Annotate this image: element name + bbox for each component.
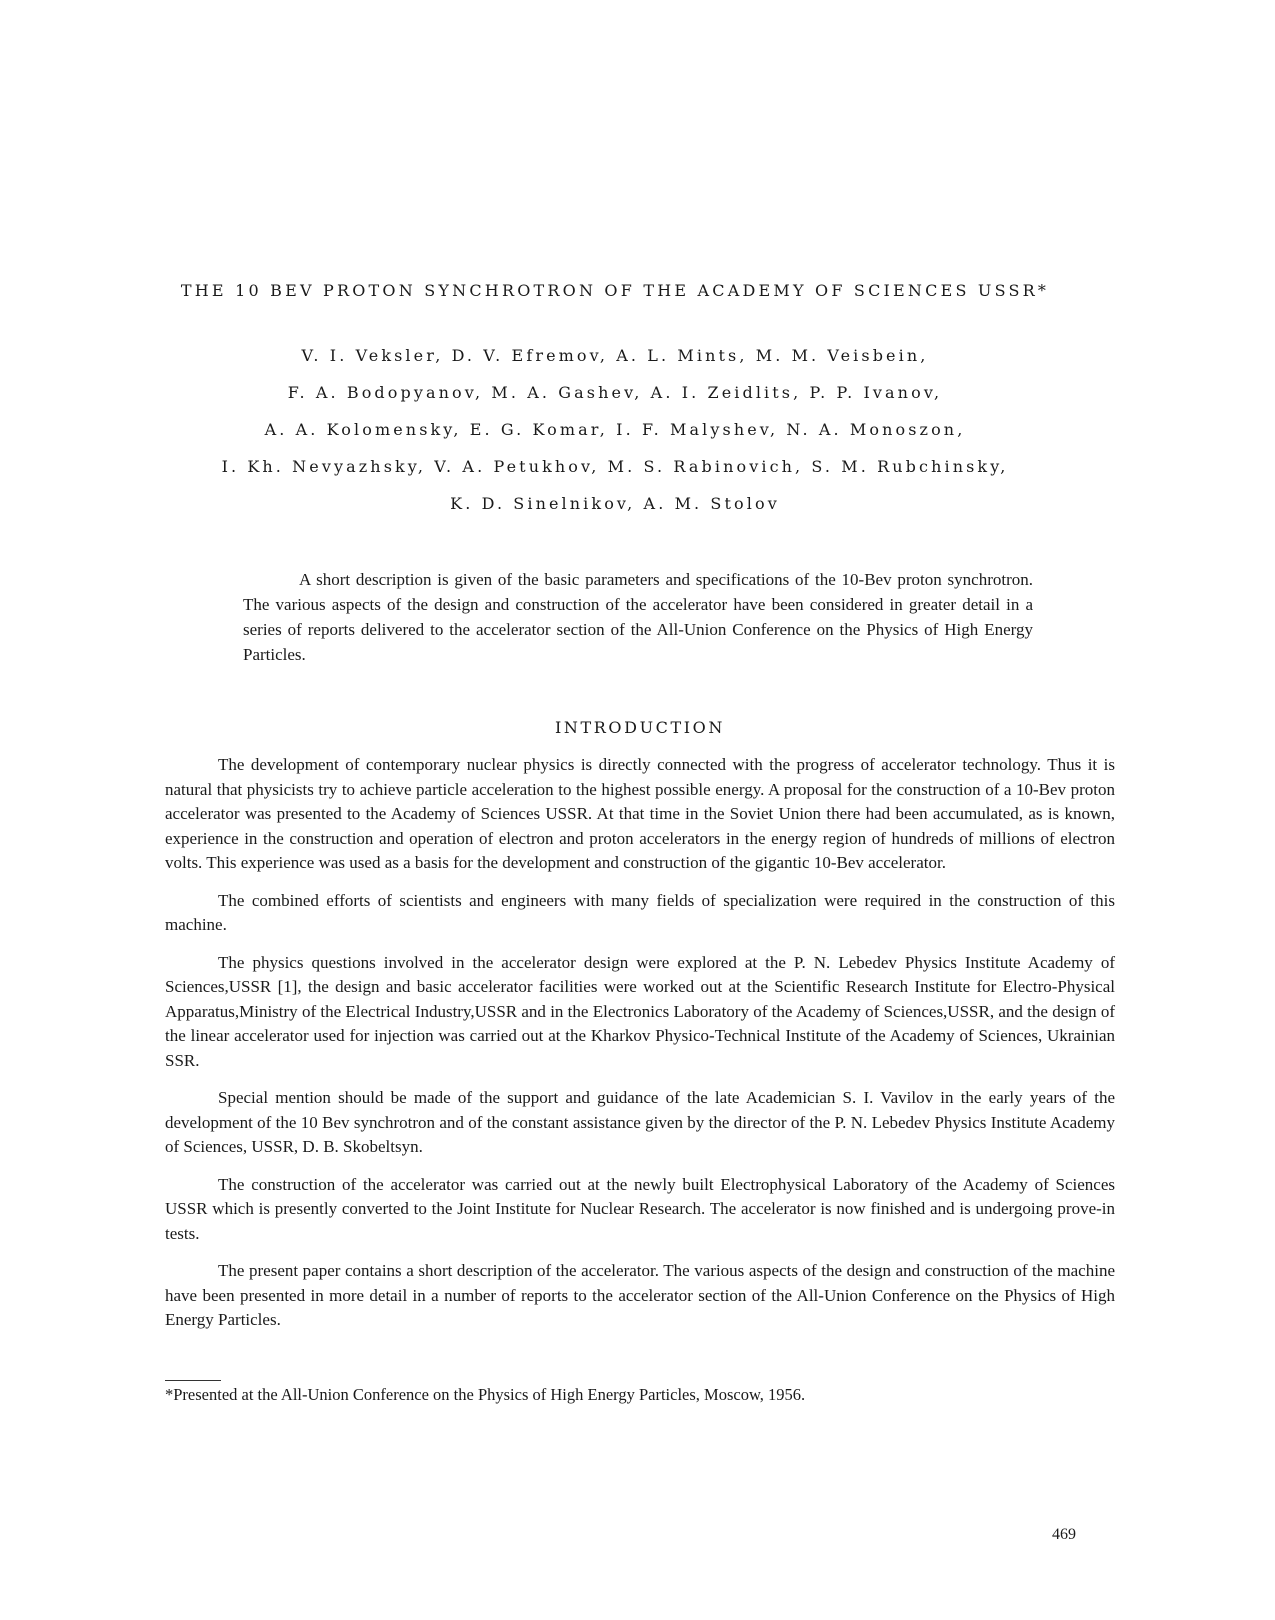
page-number: 469 [1052, 1526, 1076, 1543]
author-line: F. A. Bodopyanov, M. A. Gashev, A. I. Zeidlits, P. P. Ivanov, [287, 383, 943, 402]
footnote-divider [165, 1380, 221, 1381]
abstract [243, 567, 1033, 667]
section-heading-introduction: INTRODUCTION [554, 718, 726, 737]
paragraph: The combined efforts of scientists and engineers with many fields of specialization were required in the construction of this machine. [165, 890, 1115, 934]
footnote: *Presented at the All-Union Conference on the Physics of High Energy Particles, Moscow, 1956. [165, 1385, 806, 1404]
author-line: V. I. Veksler, D. V. Efremov, A. L. Mints, M. M. Veisbein, [301, 346, 929, 365]
author-line: K. D. Sinelnikov, A. M. Stolov [450, 494, 780, 513]
author-line: I. Kh. Nevyazhsky, V. A. Petukhov, M. S. Rabinovich, S. M. Rubchinsky, [221, 457, 1009, 476]
paragraph: Special mention should be made of the support and guidance of the late Academician S. I. Vavilov in the early years of the development of the 10 Bev synchrotron and of the constant assistance given by the director of the P. N. Lebedev Physics Institute Academy of Sciences, USSR, D. B. Skobeltsyn. [165, 1088, 1115, 1156]
author-list [150, 337, 1080, 522]
author-line: A. A. Kolomensky, E. G. Komar, I. F. Malyshev, N. A. Monoszon, [264, 420, 966, 439]
paragraph: The present paper contains a short description of the accelerator. The various aspects of the design and construction of the machine have been presented in more detail in a number of reports to the accelerator section of the All-Union Conference on the Physics of High Energy Particles. [165, 1261, 1115, 1329]
body-text [165, 753, 1115, 1346]
paragraph: The construction of the accelerator was carried out at the newly built Electrophysical Laboratory of the Academy of Sciences USSR which is presently converted to the Joint Institute for Nuclear Research. The accelerator is now finished and is undergoing prove-in tests. [165, 1174, 1115, 1243]
paper-title: THE 10 BEV PROTON SYNCHROTRON OF THE ACADEMY OF SCIENCES USSR* [180, 281, 1050, 300]
paragraph: The physics questions involved in the accelerator design were explored at the P. N. Lebedev Physics Institute Academy of Sciences,USSR [1], the design and basic accelerator facilities were worked out at the Scientific Research Institute for Electro-Physical Apparatus,Ministry of the Electrical Industry,USSR and in the Electronics Laboratory of the Academy of Sciences,USSR, and the design of the linear accelerator used for injection was carried out at the Kharkov Physico-Technical Institute of the Academy of Sciences, Ukrainian SSR. [165, 952, 1115, 1070]
paragraph: The development of contemporary nuclear physics is directly connected with the progress of accelerator technology. Thus it is natural that physicists try to achieve particle acceleration to the highest possible energy. A proposal for the construction of a 10-Bev proton accelerator was presented to the Academy of Sciences USSR. At that time in the Soviet Union there had been accumulated, as is known, experience in the construction and operation of electron and proton accelerators in the energy region of hundreds of millions of electron volts. This experience was used as a basis for the development and construction of the gigantic 10-Bev accelerator. [165, 755, 1115, 872]
abstract-text: A short description is given of the basic parameters and specifications of the 10-Bev proton synchrotron. The various aspects of the design and construction of the accelerator have been considered in greater detail in a series of reports delivered to the accelerator section of the All-Union Conference on the Physics of High Energy Particles. [243, 570, 1033, 664]
